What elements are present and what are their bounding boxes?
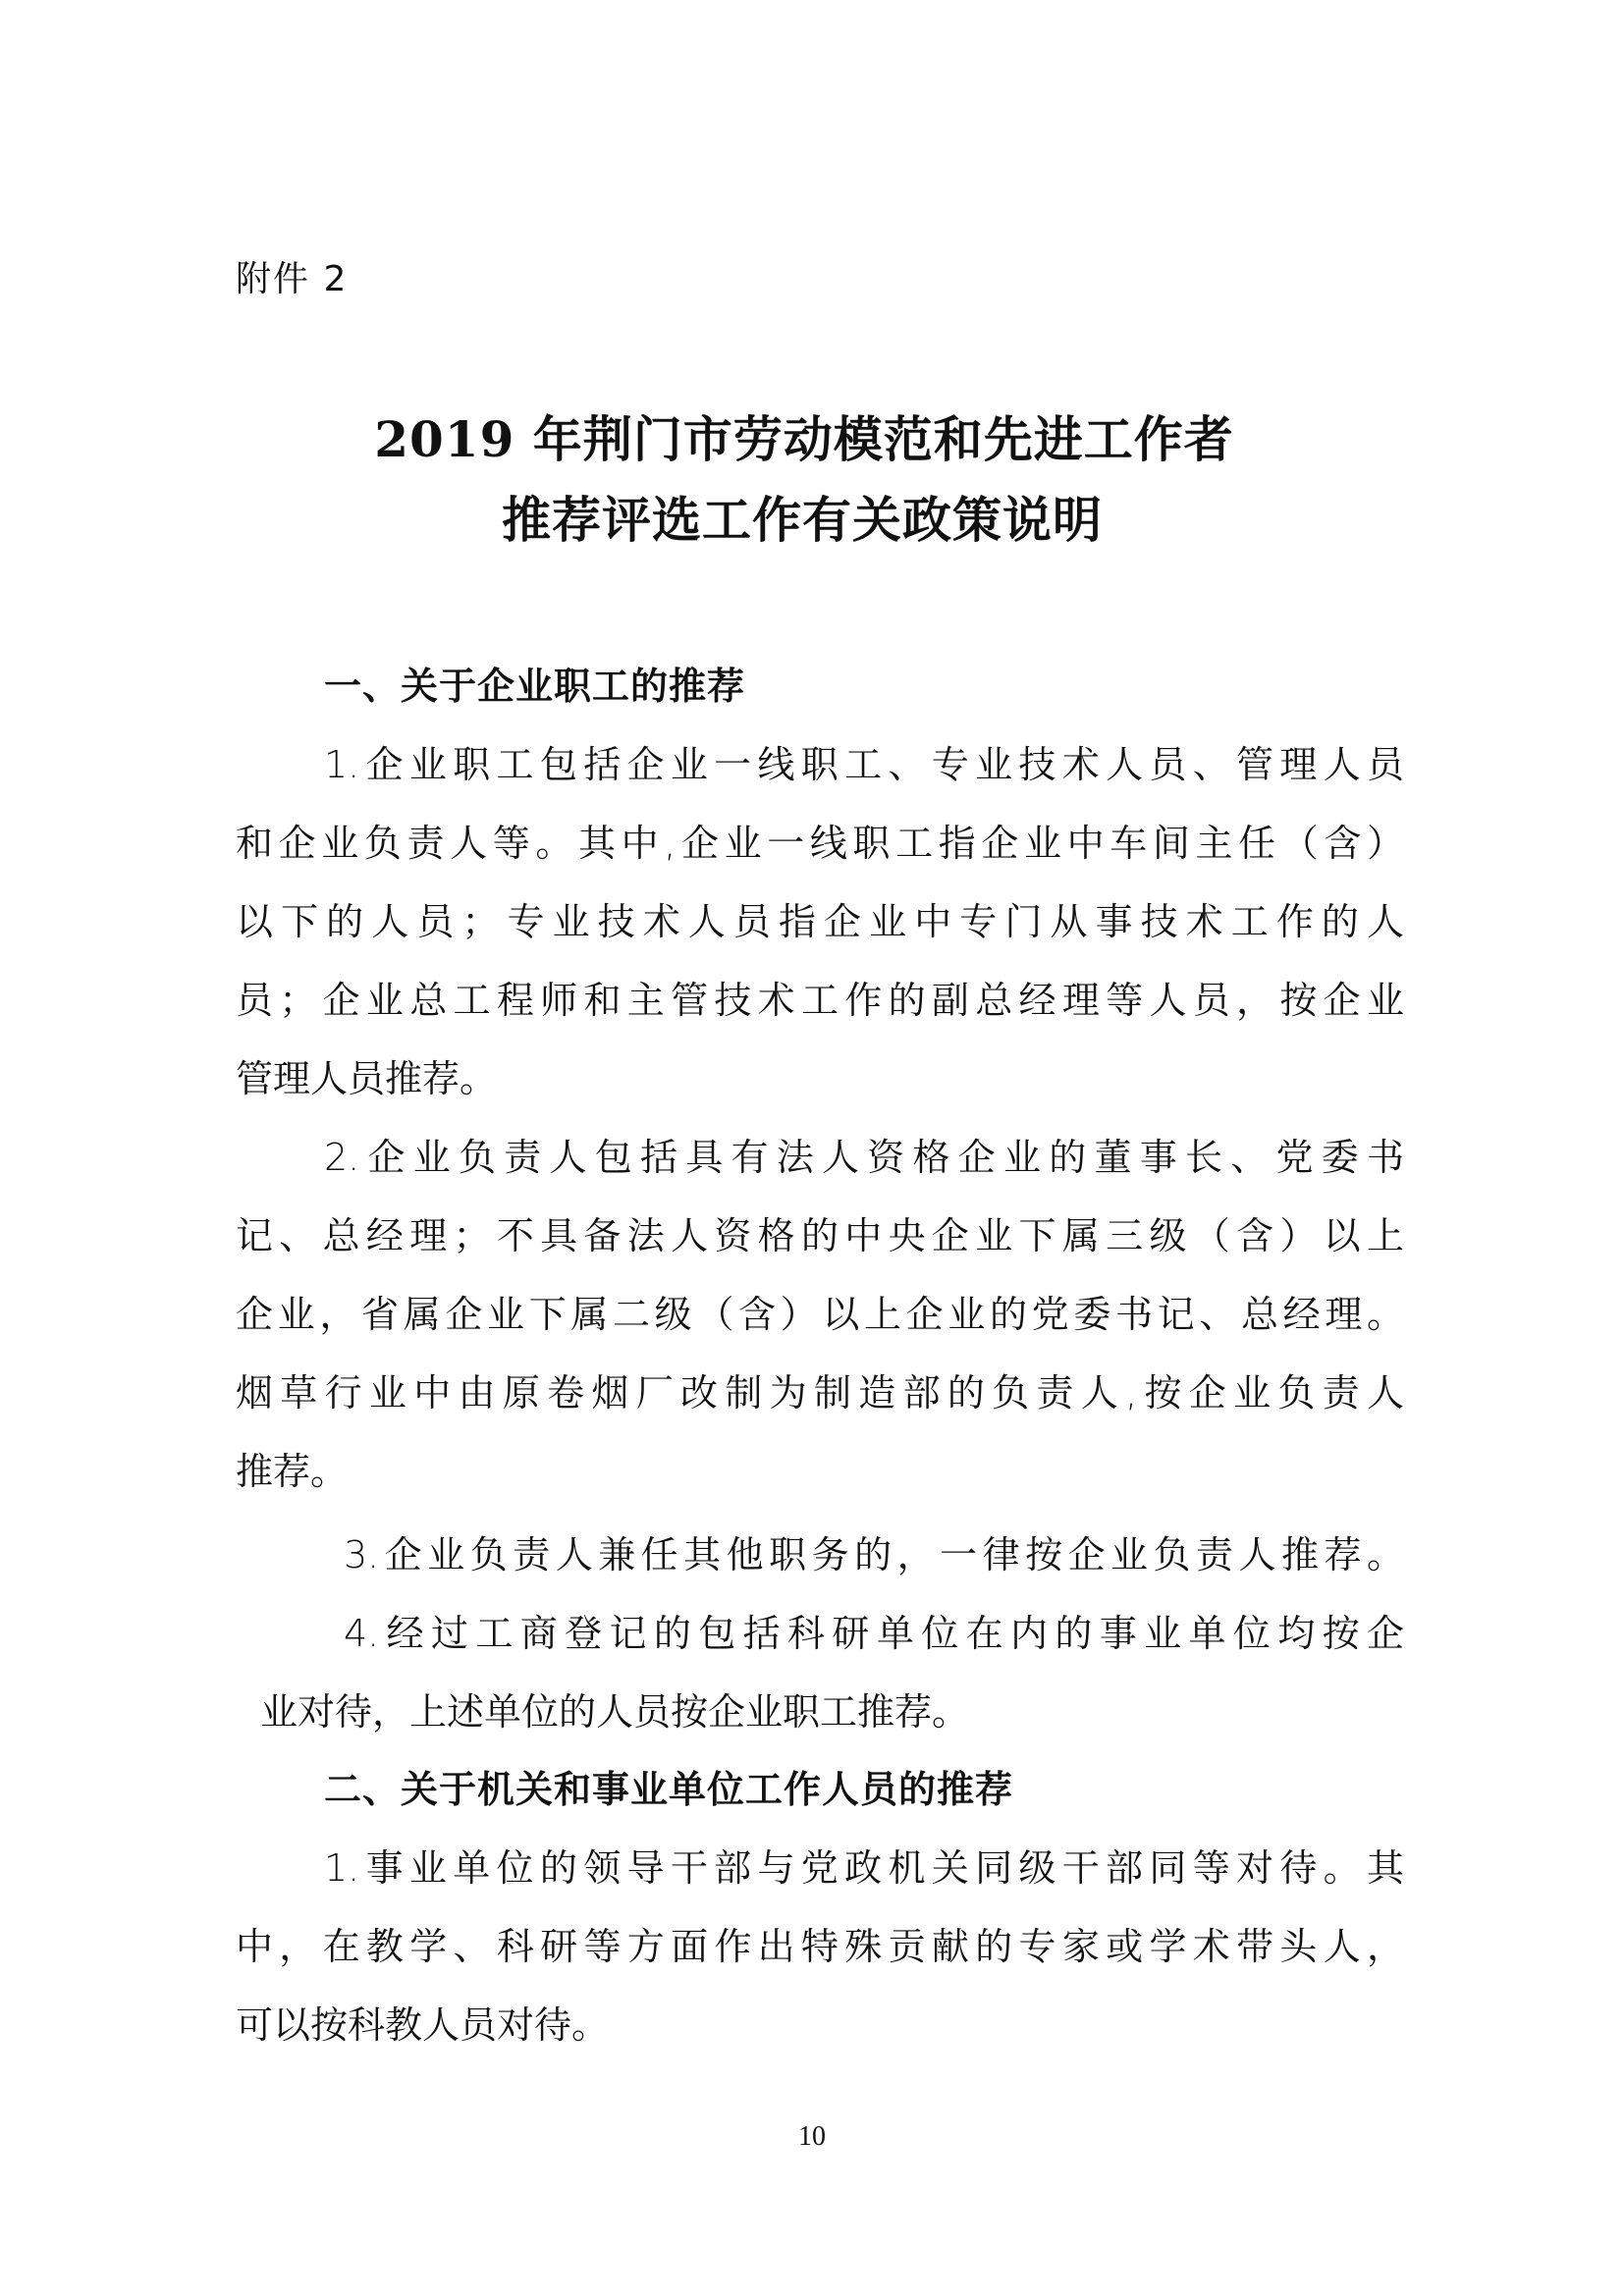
paragraph-line: 4.经过工商登记的包括科研单位在内的事业单位均按企 [344, 1612, 1404, 1655]
section-heading-2: 二、关于机关和事业单位工作人员的推荐 [324, 1768, 1014, 1811]
paragraph-line: 员；企业总工程师和主管技术工作的副总经理等人员，按企业 [236, 979, 1404, 1022]
paragraph-line: 中，在教学、科研等方面作出特殊贡献的专家或学术带头人， [236, 1925, 1404, 1968]
paragraph-line: 推荐。 [236, 1450, 349, 1493]
document-title-line-1: 2019 年荆门市劳动模范和先进工作者 [374, 410, 1234, 468]
page-number: 10 [798, 2121, 826, 2152]
paragraph-line: 2.企业负责人包括具有法人资格企业的董事长、党委书 [324, 1136, 1404, 1179]
paragraph-line: 管理人员推荐。 [236, 1057, 498, 1100]
paragraph-line: 以下的人员；专业技术人员指企业中专门从事技术工作的人 [236, 900, 1404, 943]
paragraph-line: 3.企业负责人兼任其他职务的，一律按企业负责人推荐。 [344, 1533, 1404, 1576]
paragraph-line: 和企业负责人等。其中,企业一线职工指企业中车间主任（含） [236, 822, 1404, 865]
paragraph-line: 烟草行业中由原卷烟厂改制为制造部的负责人,按企业负责人 [236, 1371, 1404, 1415]
document-title-line-2: 推荐评选工作有关政策说明 [502, 491, 1103, 549]
attachment-label: 附件 2 [236, 259, 349, 299]
paragraph-line: 1.事业单位的领导干部与党政机关同级干部同等对待。其 [324, 1846, 1404, 1890]
paragraph-line: 记、总经理；不具备法人资格的中央企业下属三级（含）以上 [236, 1214, 1404, 1257]
paragraph-line: 企业，省属企业下属二级（含）以上企业的党委书记、总经理。 [236, 1293, 1404, 1336]
paragraph-line: 可以按科教人员对待。 [236, 2003, 610, 2047]
section-heading-1: 一、关于企业职工的推荐 [324, 665, 746, 708]
paragraph-line: 1.企业职工包括企业一线职工、专业技术人员、管理人员 [324, 743, 1404, 786]
paragraph-line: 业对待，上述单位的人员按企业职工推荐。 [260, 1690, 970, 1734]
